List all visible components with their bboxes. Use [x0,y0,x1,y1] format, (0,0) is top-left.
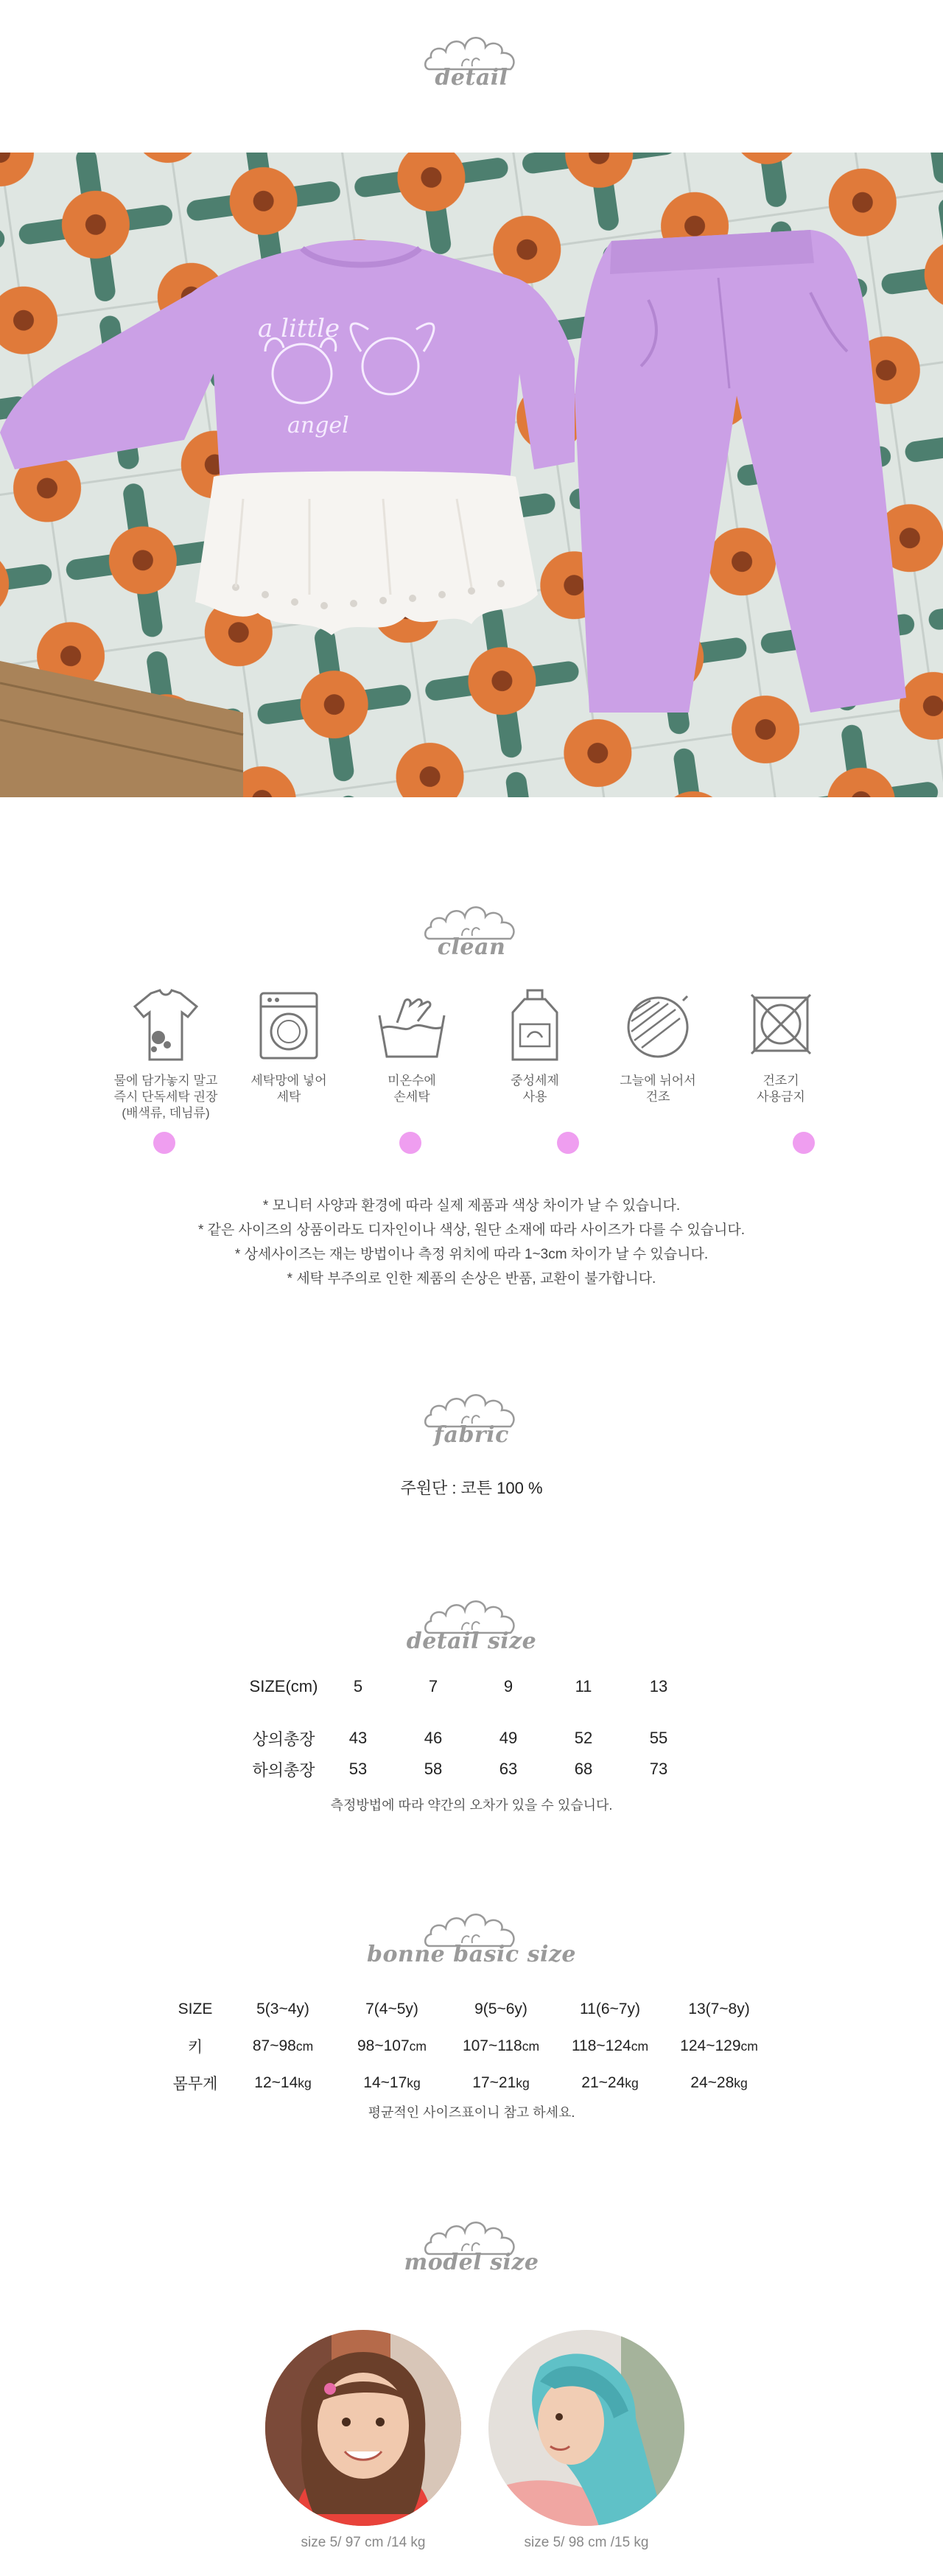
product-photo-illustration [0,153,943,797]
table-header-cell: 13 [649,1677,668,1695]
care-dot-handwash [399,1132,421,1154]
washing-machine-icon [252,986,326,1067]
heading-fabric: fabric [434,1422,509,1448]
table-row [247,1677,696,1723]
table-header-cell: 9 [503,1677,513,1695]
table-header-cell: 9(5~6y) [474,2001,527,2017]
fabric-composition: 주원단 : 코튼 100 % [400,1479,543,1497]
shade-dry-icon [621,986,695,1067]
product-photo [0,153,943,797]
table-row [162,2065,774,2101]
table-row [247,1754,696,1785]
model-photo-1 [265,2330,461,2526]
heading-model-size: model size [404,2250,539,2275]
table-cell: 52 [574,1729,593,1747]
care-item-shade [595,986,721,1105]
table-header-cell: 13(7~8y) [688,2001,750,2017]
model-size-heading [0,2213,943,2294]
table-cell: 68 [574,1760,593,1778]
table-cell: 124~129cm [680,2037,758,2054]
care-label-handwash: 미온수에 손세탁 [388,1074,436,1104]
notice-line: * 모니터 사양과 환경에 따라 실제 제품과 색상 차이가 날 수 있습니다. [262,1198,681,1214]
table-header-cell: 7 [428,1677,438,1695]
care-label-detergent: 중성세제 사용 [511,1074,559,1104]
table-header-cell: 7(4~5y) [365,2001,418,2017]
table-cell: 14~17kg [363,2074,421,2091]
table-cell: 12~14kg [254,2074,312,2091]
table-cell: 73 [649,1760,668,1778]
table-row [162,2028,774,2065]
care-instructions [103,986,840,1177]
care-dot-detergent [557,1132,579,1154]
table-cell: 46 [424,1729,443,1747]
table-cell: 118~124cm [571,2037,649,2054]
table-cell: 하의총장 [252,1760,315,1779]
table-cell: 17~21kg [472,2074,530,2091]
care-dot-dryer [793,1132,815,1154]
table-cell: 87~98cm [252,2037,314,2054]
table-header-cell: 5(3~4y) [256,2001,309,2017]
table-header-cell: 11(6~7y) [580,2001,640,2017]
care-item-detergent [472,986,597,1105]
model-portrait-1 [265,2330,461,2526]
row-label-weight: 몸무게 [172,2076,218,2093]
table-row [162,1991,774,2028]
table-cell: 상의총장 [252,1729,315,1749]
care-item-stain [103,986,228,1121]
table-header-cell: SIZE [178,2001,213,2017]
basic-size-table [162,1991,774,2101]
detergent-bottle-icon [498,986,572,1067]
clean-heading [0,897,943,979]
table-header-cell: SIZE(cm) [249,1677,318,1695]
care-label-stain: 물에 담가놓지 말고 즉시 단독세탁 권장 (배색류, 데님류) [113,1074,218,1120]
table-header-cell: 11 [575,1677,592,1695]
table-cell: 55 [649,1729,668,1747]
basic-size-heading [0,1905,943,1986]
basic-size-note: 평균적인 사이즈표이니 참고 하세요. [368,2105,575,2120]
sweatshirt-print-line1: a little [258,314,340,343]
row-label-height: 키 [187,2039,203,2056]
detail-size-heading [0,1592,943,1673]
model-photo-2 [488,2330,684,2526]
table-cell: 63 [499,1760,518,1778]
heading-detail: detail [435,65,508,91]
sweatshirt-print-line2: angel [287,413,349,438]
model-caption-2: size 5/ 98 cm /15 kg [524,2535,649,2550]
table-cell: 98~107cm [357,2037,427,2054]
table-cell: 107~118cm [462,2037,540,2054]
fabric-heading [0,1385,943,1466]
table-cell: 43 [348,1729,368,1747]
care-label-net: 세탁망에 넣어 세탁 [250,1074,327,1104]
tshirt-stain-icon [129,986,203,1067]
table-cell: 24~28kg [690,2074,748,2091]
notice-line: * 같은 사이즈의 상품이라도 디자인이나 색상, 원단 소재에 따라 사이즈가 다를 수 있습니다. [197,1222,746,1238]
care-label-dryer: 건조기 사용금지 [757,1074,805,1104]
hand-wash-icon [375,986,449,1067]
table-cell: 49 [499,1729,518,1747]
table-header-cell: 5 [353,1677,363,1695]
heading-detail-size: detail size [406,1628,537,1654]
model-portrait-2 [488,2330,684,2526]
detail-size-note: 측정방법에 따라 약간의 오차가 있을 수 있습니다. [330,1798,613,1813]
care-item-handwash [349,986,474,1105]
care-item-dryer [718,986,844,1105]
care-item-net [226,986,351,1105]
table-cell: 58 [424,1760,443,1778]
detail-heading [0,28,943,109]
table-cell: 53 [348,1760,368,1778]
heading-clean: clean [437,934,506,960]
notice-line: * 세탁 부주의로 인한 제품의 손상은 반품, 교환이 불가합니다. [287,1271,656,1287]
care-dot-stain [153,1132,175,1154]
table-row [247,1723,696,1754]
notice-list [0,1194,943,1291]
care-label-shade: 그늘에 뉘어서 건조 [620,1074,696,1104]
detail-size-table [247,1677,696,1785]
table-cell: 21~24kg [581,2074,639,2091]
model-caption-1: size 5/ 97 cm /14 kg [301,2535,426,2550]
heading-basic-size: bonne basic size [367,1942,576,1967]
no-tumble-dry-icon [744,986,818,1067]
notice-line: * 상세사이즈는 재는 방법이나 측정 위치에 따라 1~3cm 차이가 날 수 있습니다. [234,1247,709,1262]
